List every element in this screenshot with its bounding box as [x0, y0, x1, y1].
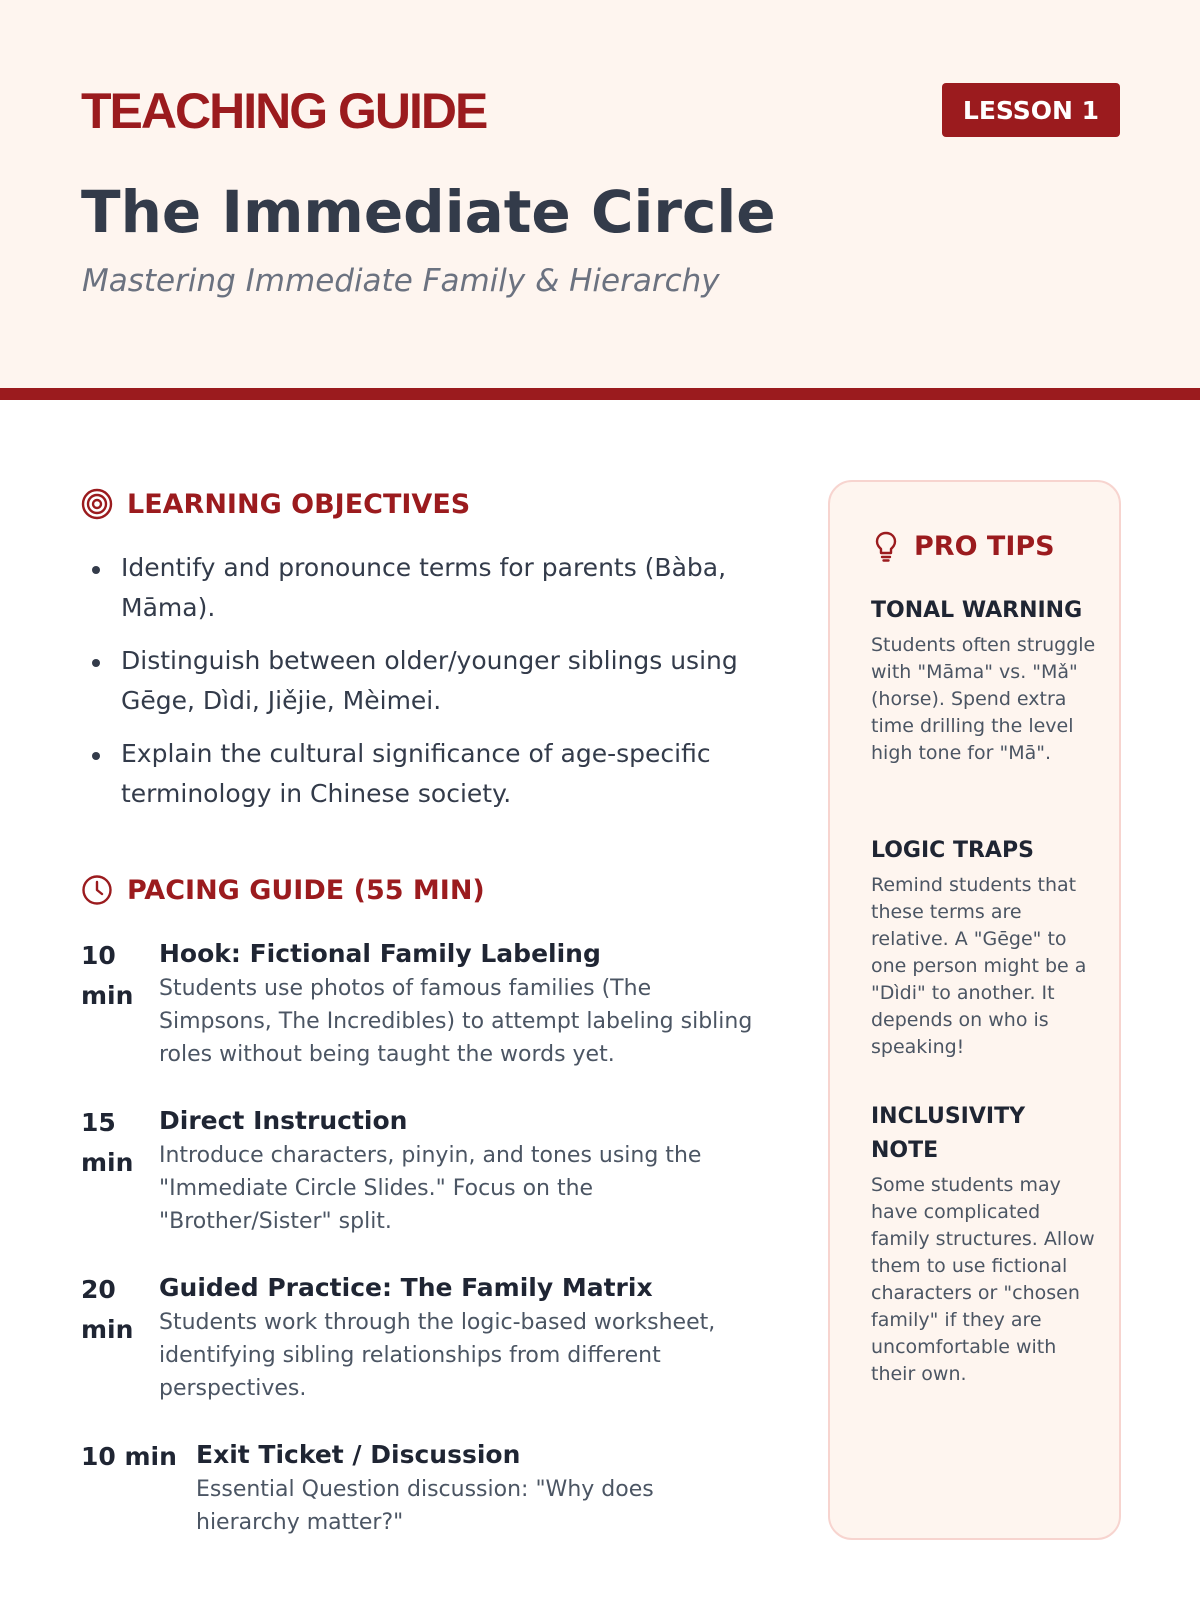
pacing-desc: Introduce characters, pinyin, and tones using the "Immediate Circle Slides." Focus on the "Brother/Sister" split.	[159, 1143, 702, 1234]
pacing-desc: Essential Question discussion: "Why does hierarchy matter?"	[196, 1477, 654, 1535]
pacing-title: Hook: Fictional Family Labeling	[159, 939, 601, 968]
pacing-item	[81, 1103, 761, 1238]
target-icon	[81, 488, 113, 520]
pacing-time: 20 min	[81, 1275, 134, 1344]
tips-heading	[872, 530, 1055, 562]
tip-desc: Students often struggle with "Māma" vs. "Mǎ" (horse). Spend extra time drilling the level high tone for "Mā".	[871, 634, 1096, 764]
objectives-heading	[81, 488, 470, 520]
list-item: Explain the cultural significance of age-specific terminology in Chinese society.	[81, 734, 761, 814]
page-header	[0, 0, 1200, 400]
pacing-item	[81, 1437, 761, 1539]
list-item: Identify and pronounce terms for parents (Bàba, Māma).	[81, 548, 761, 628]
pacing-desc: Students work through the logic-based worksheet, identifying sibling relationships from different perspectives.	[159, 1310, 716, 1401]
tip-desc: Remind students that these terms are relative. A "Gēge" to one person might be a "Dìdi" to another. It depends on who is speaking!	[871, 874, 1087, 1058]
tip-item	[871, 594, 1099, 767]
tip-title: LOGIC TRAPS	[871, 838, 1034, 863]
pacing-title: Direct Instruction	[159, 1106, 408, 1135]
tips-heading-label: PRO TIPS	[914, 530, 1055, 562]
pacing-time: 10 min	[81, 941, 134, 1010]
pacing-title: Exit Ticket / Discussion	[196, 1440, 521, 1469]
clock-icon	[81, 874, 113, 906]
pro-tips-panel	[828, 480, 1121, 1540]
pacing-desc: Students use photos of famous families (The Simpsons, The Incredibles) to attempt labeling sibling roles without being taught the words yet.	[159, 976, 753, 1067]
pacing-item	[81, 1270, 761, 1405]
page-title: The Immediate Circle	[81, 178, 776, 246]
tip-desc: Some students may have complicated family structures. Allow them to use fictional characters or "chosen family" if they are uncomfortable with their own.	[871, 1174, 1095, 1385]
objectives-heading-label: LEARNING OBJECTIVES	[127, 488, 471, 520]
pacing-item	[81, 936, 761, 1071]
pacing-title: Guided Practice: The Family Matrix	[159, 1273, 653, 1302]
objectives-list	[81, 548, 761, 827]
page-subtitle: Mastering Immediate Family & Hierarchy	[82, 263, 720, 299]
tip-item	[871, 834, 1099, 1061]
tip-title: TONAL WARNING	[871, 598, 1083, 623]
list-item: Distinguish between older/younger siblings using Gēge, Dìdi, Jiějie, Mèimei.	[81, 641, 761, 721]
tip-title: INCLUSIVITY NOTE	[871, 1104, 1026, 1163]
pacing-time: 10 min	[81, 1442, 177, 1471]
tip-item	[871, 1100, 1099, 1388]
brand-title: TEACHING GUIDE	[81, 83, 487, 139]
lesson-badge: LESSON 1	[942, 83, 1120, 137]
pacing-time: 15 min	[81, 1108, 134, 1177]
lightbulb-icon	[872, 530, 900, 562]
pacing-heading	[81, 874, 485, 906]
pacing-heading-label: PACING GUIDE (55 MIN)	[127, 874, 485, 906]
